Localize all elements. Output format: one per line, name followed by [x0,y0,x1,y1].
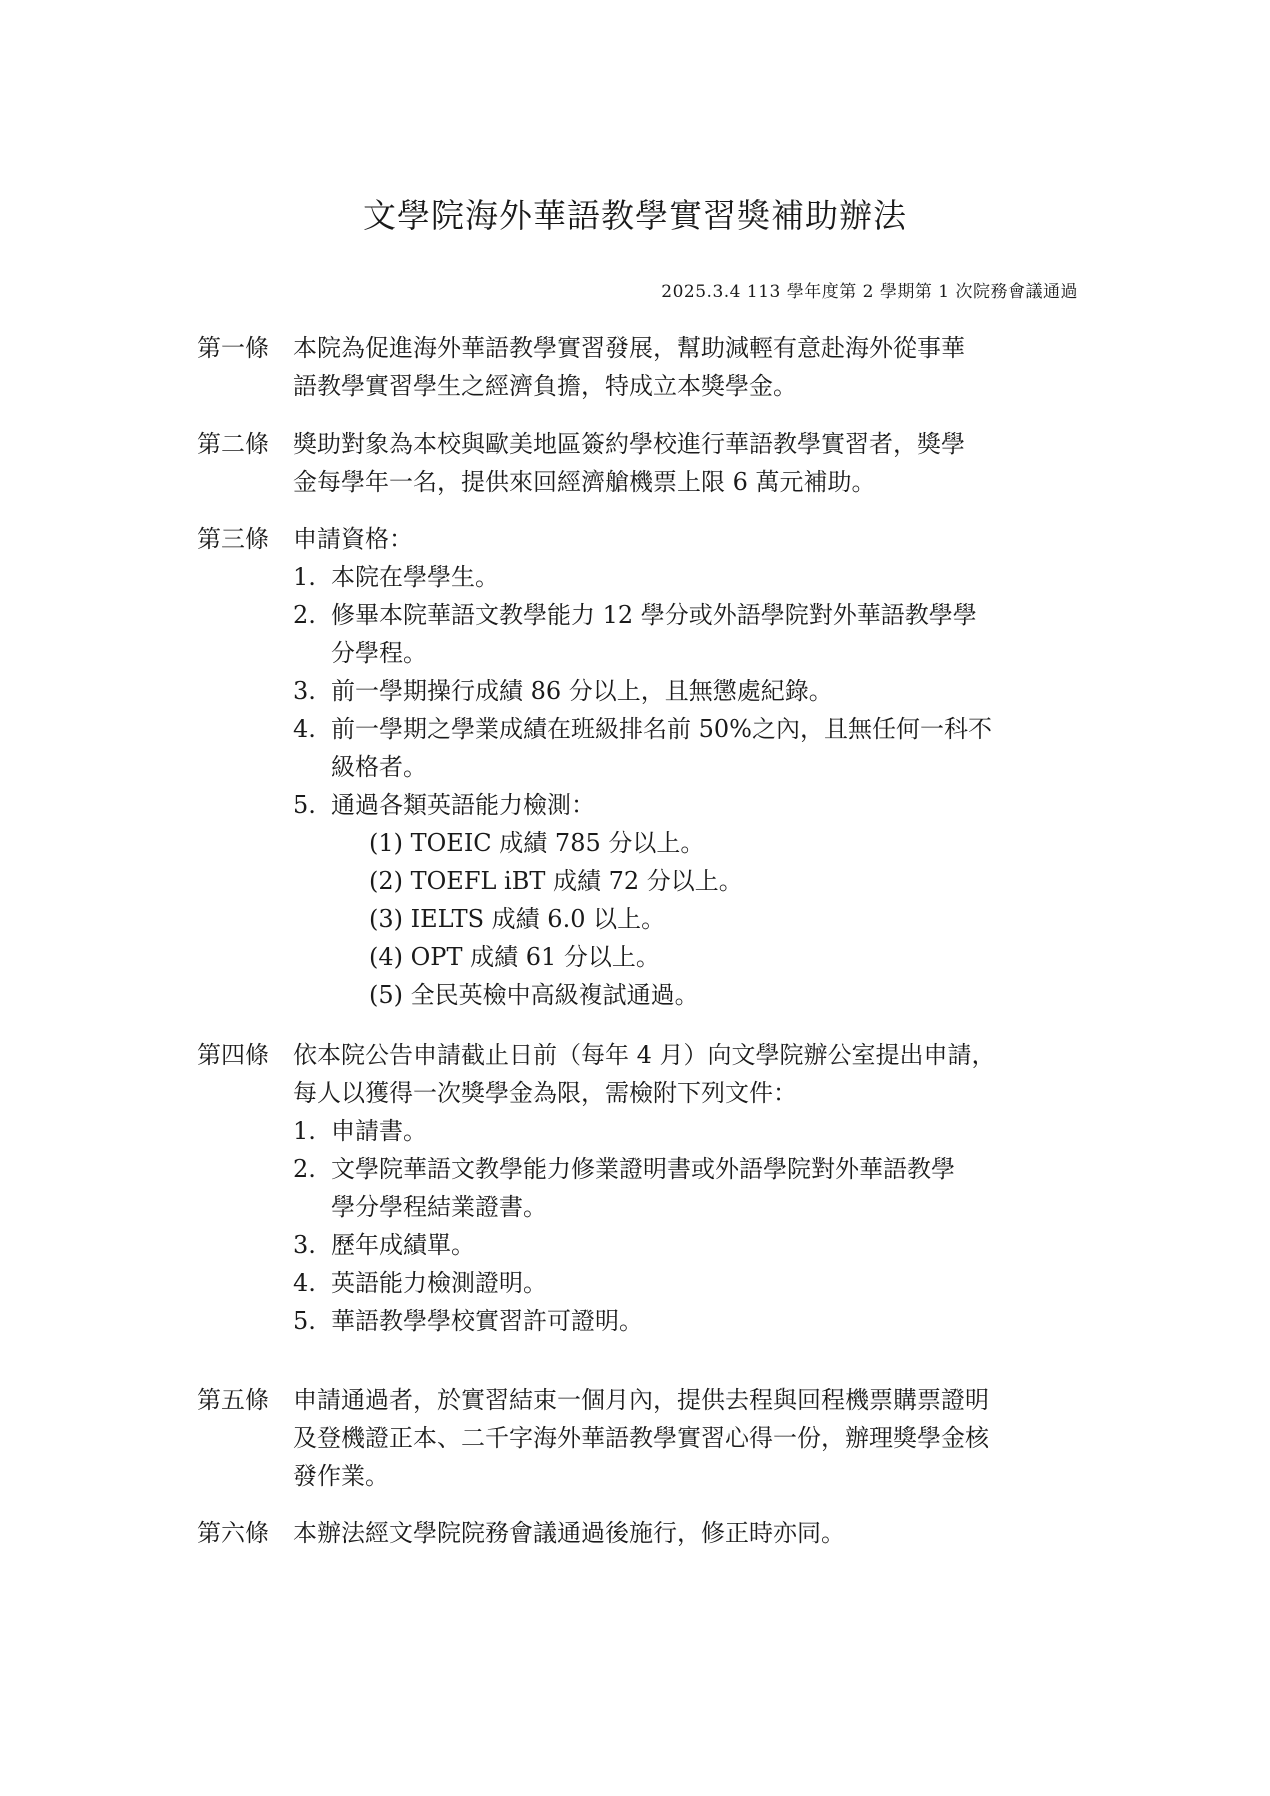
documents-list [293,1112,1077,1340]
article-line: 獎助對象為本校與歐美地區簽約學校進行華語教學實習者，獎學 [293,430,965,458]
item-line: 修畢本院華語文教學能力 12 學分或外語學院對外華語教學學 [331,601,977,629]
sub-item: (2) TOEFL iBT 成績 72 分以上。 [369,867,743,895]
article-line: 語教學實習學生之經濟負擔，特成立本獎學金。 [293,372,797,400]
article-line: 金每學年一名，提供來回經濟艙機票上限 6 萬元補助。 [293,468,876,496]
article-line: 每人以獲得一次獎學金為限，需檢附下列文件： [293,1079,797,1107]
item-number: 1. [293,563,316,591]
item-number: 5. [293,1307,316,1335]
article-text [293,1514,1077,1552]
item-line: 學分學程結業證書。 [331,1193,547,1221]
list-item [293,1264,1077,1302]
list-item [293,558,1077,596]
item-line: 歷年成績單。 [331,1231,475,1259]
article-line: 發作業。 [293,1462,389,1490]
item-number: 3. [293,1231,316,1259]
sub-item: (4) OPT 成績 61 分以上。 [369,943,660,971]
approval-note: 2025.3.4 113 學年度第 2 學期第 1 次院務會議通過 [661,282,1078,302]
item-line: 本院在學學生。 [331,563,499,591]
qualification-list [293,558,1077,1014]
list-item [293,672,1077,710]
item-line: 前一學期操行成績 86 分以上，且無懲處紀錄。 [331,677,833,705]
article-label: 第二條 [197,430,269,458]
item-number: 5. [293,791,316,819]
article-line: 申請通過者，於實習結束一個月內，提供去程與回程機票購票證明 [293,1386,989,1414]
item-number: 3. [293,677,316,705]
item-number: 1. [293,1117,316,1145]
article-label: 第一條 [197,334,269,362]
item-line: 文學院華語文教學能力修業證明書或外語學院對外華語教學 [331,1155,955,1183]
article-line: 本院為促進海外華語教學實習發展，幫助減輕有意赴海外從事華 [293,334,965,362]
article-text [293,1381,1077,1495]
document-title: 文學院海外華語教學實習獎補助辦法 [363,196,907,236]
list-item [293,1150,1077,1226]
item-number: 2. [293,601,316,629]
english-test-sublist [331,824,1077,1014]
list-item [293,1112,1077,1150]
item-line: 級格者。 [331,753,427,781]
list-item [293,596,1077,672]
article-text [293,520,1077,1014]
sub-item: (1) TOEIC 成績 785 分以上。 [369,829,705,857]
article-text [293,1036,1077,1340]
list-item [293,786,1077,1014]
article-label: 第三條 [197,525,269,553]
item-number: 2. [293,1155,316,1183]
list-item [293,1226,1077,1264]
article-label: 第四條 [197,1041,269,1069]
item-line: 英語能力檢測證明。 [331,1269,547,1297]
list-item [293,710,1077,786]
sub-item: (5) 全民英檢中高級複試通過。 [369,981,699,1009]
item-line: 申請書。 [331,1117,427,1145]
article-text [293,329,1077,405]
article-intro: 申請資格： [293,525,413,553]
article-label: 第六條 [197,1519,269,1547]
item-line: 前一學期之學業成績在班級排名前 50%之內，且無任何一科不 [331,715,992,743]
item-number: 4. [293,1269,316,1297]
sub-item: (3) IELTS 成績 6.0 以上。 [369,905,666,933]
article-label: 第五條 [197,1386,269,1414]
item-line: 通過各類英語能力檢測： [331,791,595,819]
item-number: 4. [293,715,316,743]
list-item [293,1302,1077,1340]
article-line: 本辦法經文學院院務會議通過後施行，修正時亦同。 [293,1519,845,1547]
item-line: 分學程。 [331,639,427,667]
article-line: 依本院公告申請截止日前（每年 4 月）向文學院辦公室提出申請， [293,1041,996,1069]
article-text [293,425,1077,501]
item-line: 華語教學學校實習許可證明。 [331,1307,643,1335]
article-line: 及登機證正本、二千字海外華語教學實習心得一份，辦理獎學金核 [293,1424,989,1452]
